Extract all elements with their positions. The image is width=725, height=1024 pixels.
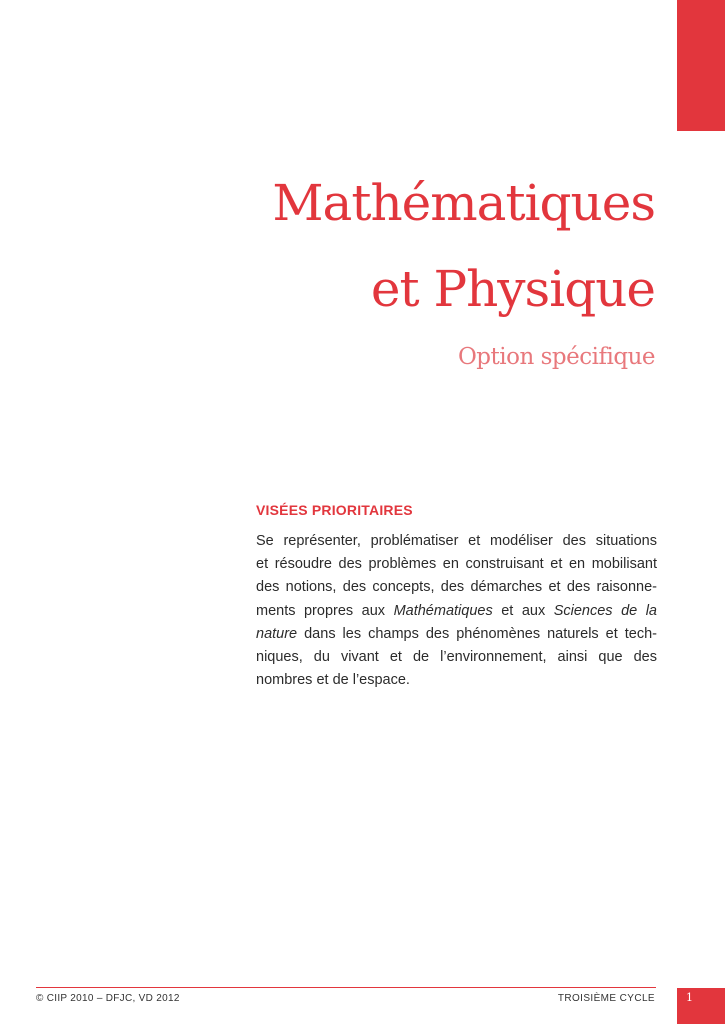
body-line-6: niques, du vivant et de l’environnement, ainsi que des: [256, 649, 657, 666]
emphasis-nature: nature: [256, 625, 298, 642]
page-number-box: [677, 988, 725, 1024]
corner-color-tab: [677, 0, 725, 131]
body-line-4-text-a: ments propres aux: [256, 602, 394, 619]
body-line-5: [256, 623, 657, 646]
body-line-3: des notions, des concepts, des démarches et des raisonne-: [256, 579, 657, 596]
body-line-1: Se représenter, problématiser et modéliser des situations: [256, 533, 657, 549]
title-line-2: et Physique: [370, 260, 655, 318]
priority-aims-section: [256, 497, 657, 692]
emphasis-mathematiques: Mathématiques: [393, 602, 493, 619]
body-line-2: et résoudre des problèmes en construisant et en mobilisant: [256, 556, 657, 573]
body-line-4-text-b: et aux: [492, 602, 554, 619]
title-line-1: Mathématiques: [272, 174, 655, 232]
page-number: 1: [686, 991, 693, 1004]
section-body-text: [256, 530, 657, 692]
footer-cycle-label: TROISIÈME CYCLE: [557, 993, 655, 1004]
page-subtitle: Option spécifique: [457, 344, 655, 370]
body-line-4: [256, 600, 657, 623]
footer-copyright: © CIIP 2010 – DFJC, VD 2012: [36, 993, 180, 1004]
section-heading: VISÉES PRIORITAIRES: [256, 502, 413, 518]
body-line-7: nombres et de l’espace.: [256, 672, 410, 689]
emphasis-sciences-de-la: Sciences de la: [553, 602, 657, 619]
footer-divider: [36, 987, 656, 988]
body-line-5-text: dans les champs des phénomènes naturels et tech-: [297, 625, 657, 642]
page-title: [272, 160, 655, 332]
